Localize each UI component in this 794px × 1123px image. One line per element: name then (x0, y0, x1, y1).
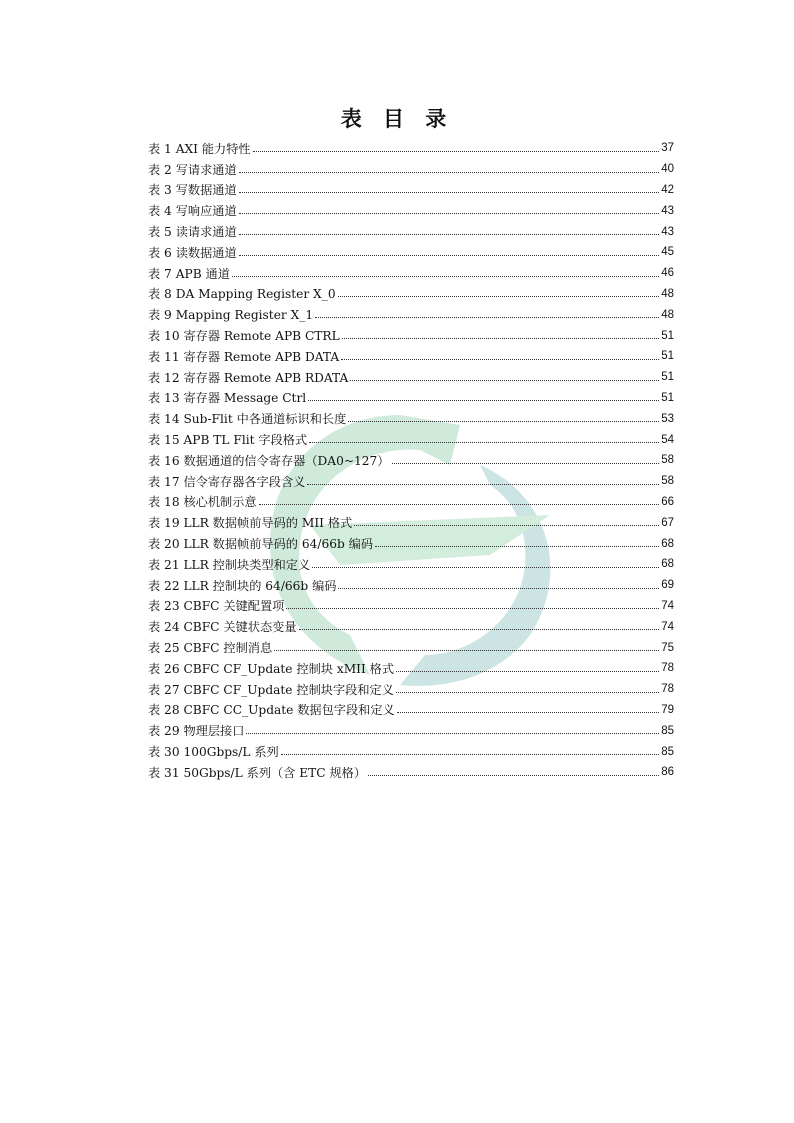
dot-leader (286, 608, 659, 609)
toc-entry-label: 表 4 写响应通道 (148, 204, 237, 219)
toc-entry-label: 表 16 数据通道的信令寄存器（DA0~127） (148, 453, 390, 468)
toc-entry-label: 表 15 APB TL Flit 字段格式 (148, 433, 308, 448)
toc-entry[interactable] (148, 408, 674, 429)
toc-entry-label: 表 12 寄存器 Remote APB RDATA (148, 370, 349, 385)
dot-leader (259, 504, 660, 505)
toc-entry[interactable] (148, 533, 674, 554)
toc-entry[interactable] (148, 429, 674, 450)
toc-entry[interactable] (148, 450, 674, 471)
dot-leader (281, 754, 659, 755)
toc-entry-page: 51 (661, 371, 674, 384)
toc-entry-page: 58 (661, 454, 674, 467)
toc-entry-label: 表 27 CBFC CF_Update 控制块字段和定义 (148, 682, 394, 697)
dot-leader (348, 421, 659, 422)
toc-entry-page: 51 (661, 350, 674, 363)
dot-leader (350, 380, 659, 381)
toc-entry[interactable] (148, 637, 674, 658)
toc-entry[interactable] (148, 221, 674, 242)
toc-entry-label: 表 28 CBFC CC_Update 数据包字段和定义 (148, 703, 395, 718)
toc-entry-page: 58 (661, 475, 674, 488)
toc-entry-label: 表 29 物理层接口 (148, 724, 245, 739)
toc-entry-page: 51 (661, 391, 674, 404)
toc-entry-label: 表 5 读请求通道 (148, 225, 237, 240)
toc-entry-page: 43 (661, 225, 674, 238)
toc-entry-label: 表 17 信令寄存器各字段含义 (148, 474, 306, 489)
toc-entry-page: 66 (661, 495, 674, 508)
dot-leader (309, 442, 659, 443)
toc-entry[interactable] (148, 471, 674, 492)
toc-entry-label: 表 20 LLR 数据帧前导码的 64/66b 编码 (148, 537, 374, 552)
toc-entry[interactable] (148, 554, 674, 575)
dot-leader (397, 712, 659, 713)
toc-entry-label: 表 31 50Gbps/L 系列（含 ETC 规格） (148, 765, 367, 780)
dot-leader (274, 650, 659, 651)
dot-leader (299, 629, 660, 630)
toc-entry[interactable] (148, 200, 674, 221)
toc-entry[interactable] (148, 616, 674, 637)
toc-entry-label: 表 3 写数据通道 (148, 183, 237, 198)
toc-entry-page: 74 (661, 620, 674, 633)
dot-leader (312, 567, 659, 568)
toc-entry[interactable] (148, 492, 674, 513)
toc-entry-label: 表 19 LLR 数据帧前导码的 MII 格式 (148, 516, 353, 531)
toc-entry-label: 表 26 CBFC CF_Update 控制块 xMII 格式 (148, 661, 395, 676)
dot-leader (253, 151, 660, 152)
toc-entry-page: 68 (661, 537, 674, 550)
toc-entry-page: 85 (661, 745, 674, 758)
dot-leader (239, 213, 660, 214)
toc-entry-page: 86 (661, 766, 674, 779)
toc-entry[interactable] (148, 575, 674, 596)
toc-entry[interactable] (148, 346, 674, 367)
dot-leader (392, 463, 660, 464)
dot-leader (239, 255, 660, 256)
toc-entry[interactable] (148, 512, 674, 533)
toc-entry-page: 69 (661, 579, 674, 592)
toc-entry[interactable] (148, 325, 674, 346)
dot-leader (239, 192, 660, 193)
toc-entry-label: 表 1 AXI 能力特性 (148, 141, 251, 156)
toc-entry[interactable] (148, 242, 674, 263)
toc-entry-label: 表 30 100Gbps/L 系列 (148, 745, 279, 759)
dot-leader (396, 671, 659, 672)
toc-entry-label: 表 14 Sub-Flit 中各通道标识和长度 (148, 412, 347, 427)
toc-entry-label: 表 21 LLR 控制块类型和定义 (148, 557, 311, 572)
toc-entry[interactable] (148, 388, 674, 409)
toc-entry-label: 表 2 写请求通道 (148, 162, 237, 177)
dot-leader (354, 525, 659, 526)
toc-entry[interactable] (148, 304, 674, 325)
toc-entry-page: 40 (661, 163, 674, 176)
toc-entry[interactable] (148, 284, 674, 305)
toc-entry-label: 表 13 寄存器 Message Ctrl (148, 391, 307, 406)
toc-entry-page: 37 (661, 142, 674, 155)
toc-entry-label: 表 25 CBFC 控制消息 (148, 641, 273, 656)
toc-entry[interactable] (148, 762, 674, 783)
toc-entry-page: 78 (661, 683, 674, 696)
dot-leader (307, 484, 659, 485)
dot-leader (341, 359, 659, 360)
dot-leader (239, 234, 660, 235)
dot-leader (338, 296, 660, 297)
toc-entry-page: 43 (661, 204, 674, 217)
toc-entry[interactable] (148, 679, 674, 700)
toc-entry-label: 表 18 核心机制示意 (148, 495, 257, 510)
dot-leader (246, 733, 659, 734)
toc-entry-label: 表 22 LLR 控制块的 64/66b 编码 (148, 578, 337, 593)
toc-entry[interactable] (148, 180, 674, 201)
toc-entry-page: 68 (661, 558, 674, 571)
toc-entry-label: 表 10 寄存器 Remote APB CTRL (148, 329, 340, 344)
toc-entry-page: 51 (661, 329, 674, 342)
dot-leader (396, 692, 659, 693)
dot-leader (338, 588, 659, 589)
toc-entry-page: 48 (661, 308, 674, 321)
toc-entry[interactable] (148, 367, 674, 388)
toc-entry-label: 表 8 DA Mapping Register X_0 (148, 287, 336, 302)
toc-entry[interactable] (148, 596, 674, 617)
dot-leader (375, 546, 659, 547)
toc-entry-page: 75 (661, 641, 674, 654)
toc-entry[interactable] (148, 741, 674, 762)
dot-leader (232, 276, 659, 277)
page-title: 表 目 录 (340, 107, 454, 131)
toc-entry-page: 78 (661, 662, 674, 675)
toc-entry-label: 表 24 CBFC 关键状态变量 (148, 620, 297, 635)
toc-entry-label: 表 9 Mapping Register X_1 (148, 308, 314, 323)
toc-entry[interactable] (148, 159, 674, 180)
toc-entry-page: 45 (661, 246, 674, 259)
toc-entry[interactable] (148, 138, 674, 159)
toc-entry-page: 46 (661, 267, 674, 280)
toc-entry-page: 48 (661, 287, 674, 300)
toc-entry-page: 79 (661, 703, 674, 716)
dot-leader (368, 775, 659, 776)
toc-entry-label: 表 11 寄存器 Remote APB DATA (148, 349, 340, 364)
toc-entry-page: 74 (661, 599, 674, 612)
toc-entry-page: 67 (661, 516, 674, 529)
dot-leader (239, 172, 660, 173)
toc-entry[interactable] (148, 700, 674, 721)
toc-entry-label: 表 23 CBFC 关键配置项 (148, 599, 285, 614)
dot-leader (342, 338, 660, 339)
toc-entry-page: 42 (661, 183, 674, 196)
toc-entry-page: 85 (661, 724, 674, 737)
toc-entry-label: 表 6 读数据通道 (148, 245, 237, 260)
toc-entry-page: 54 (661, 433, 674, 446)
toc-entry[interactable] (148, 658, 674, 679)
toc-entry-page: 53 (661, 412, 674, 425)
toc-entry-label: 表 7 APB 通道 (148, 266, 230, 281)
dot-leader (315, 317, 659, 318)
toc-entry[interactable] (148, 263, 674, 284)
dot-leader (308, 400, 659, 401)
table-list (148, 138, 674, 783)
toc-entry[interactable] (148, 720, 674, 741)
